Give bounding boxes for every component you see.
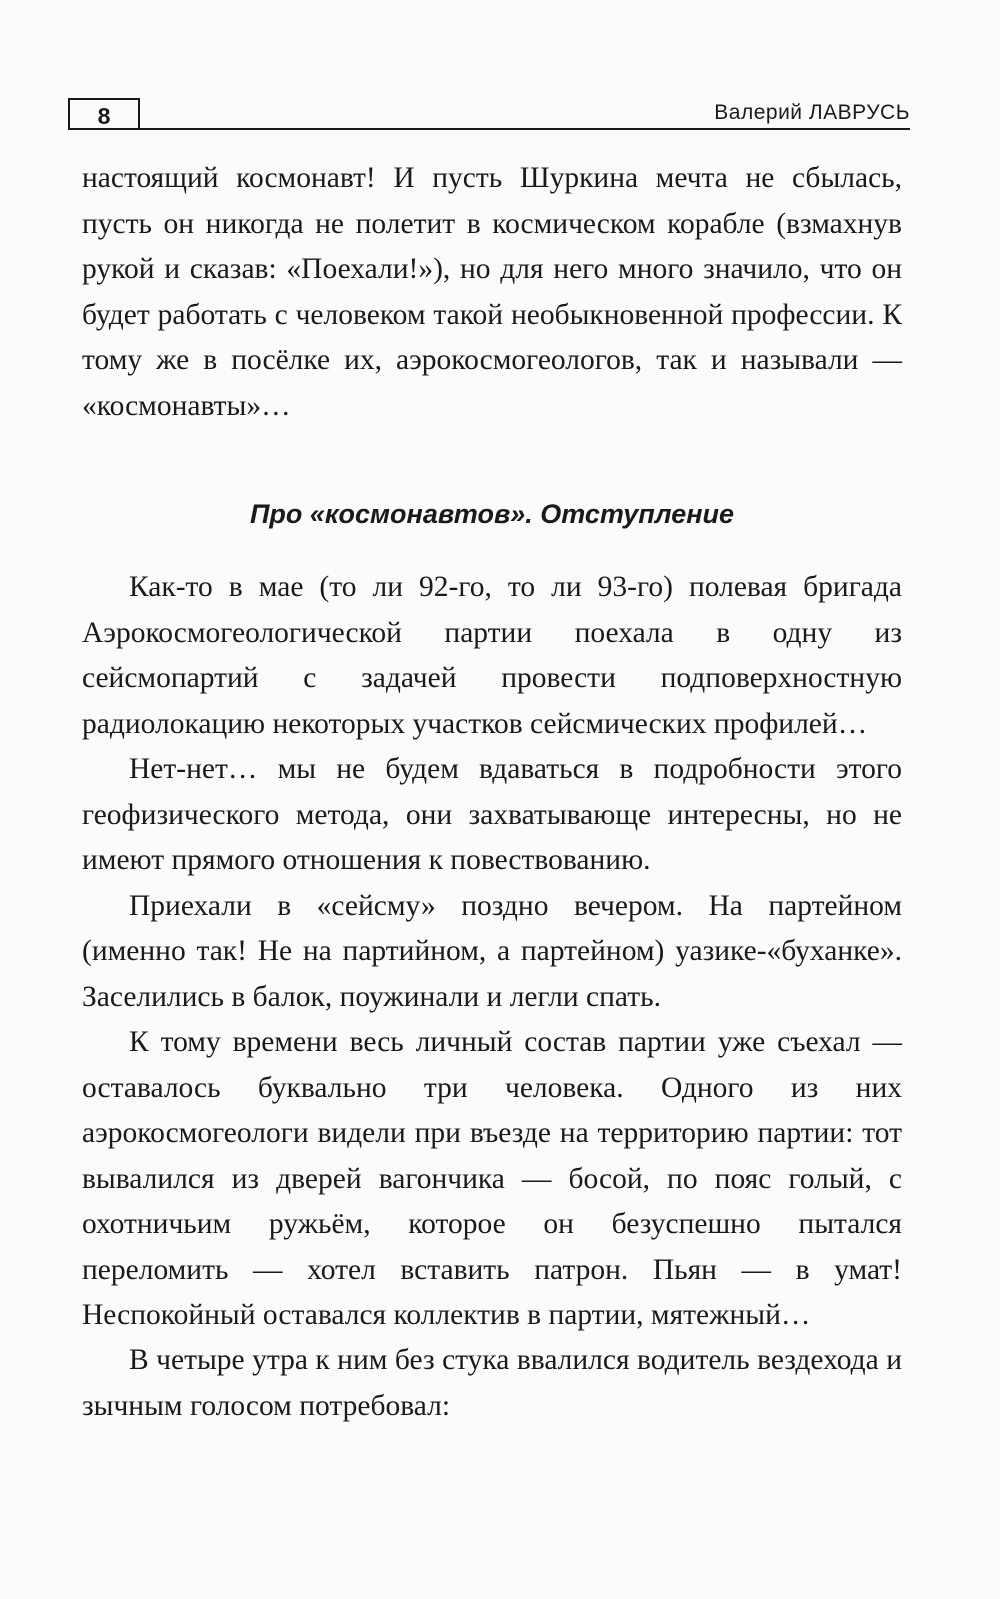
continuation-text [82,156,902,429]
paragraph: Как-то в мае (то ли 92-го, то ли 93-го) полевая бригада Аэрокосмогеологической партии поехала в одну из сейсмопартий с задачей провести подповерхностную радиолокацию некоторых участков сейсмических профилей… [82,571,902,740]
header-rule [68,128,910,130]
paragraph: В четыре утра к ним без стука ввалился водитель вездехода и зычным голосом потребовал: [82,1344,902,1422]
section-body-end [82,1338,902,1429]
running-head [68,98,910,132]
section-title: Про «космонавтов». Отступление [249,499,735,529]
paragraph: настоящий космонавт! И пусть Шуркина мечта не сбылась, пусть он никогда не полетит в космическом корабле (взмахнув рукой и сказав: «Поехали!»), но для него много значило, что он будет работать с человеком такой необыкновенной профессии. К тому же в посёлке их, аэрокосмогеологов, так и называли — «космонавты»… [82,162,902,422]
paragraph: Нет-нет… мы не будем вдаваться в подробности этого геофизического метода, они захватывающе интересны, но не имеют прямого отношения к повествованию. [82,753,902,876]
section-body [82,565,902,1339]
page-number: 8 [68,98,140,130]
paragraph: Приехали в «сейсму» поздно вечером. На партейном (именно так! Не на партийном, а партейном) уазике-«буханке». Заселились в балок, поужинали и легли спать. [82,889,902,1013]
paragraph: К тому времени весь личный состав партии уже съехал — оставалось буквально три человека. Одного из них аэрокосмогеологи видели при въезде на территорию партии: тот вывалился из дверей вагончика — босой, по пояс голый, с охотничьим ружьём, которое он безуспешно пытался переломить — хотел вставить патрон. Пьян — в умат! Неспокойный оставался коллектив в партии, мятежный… [82,1026,902,1331]
author-name: Валерий ЛАВРУСЬ [714,101,910,124]
